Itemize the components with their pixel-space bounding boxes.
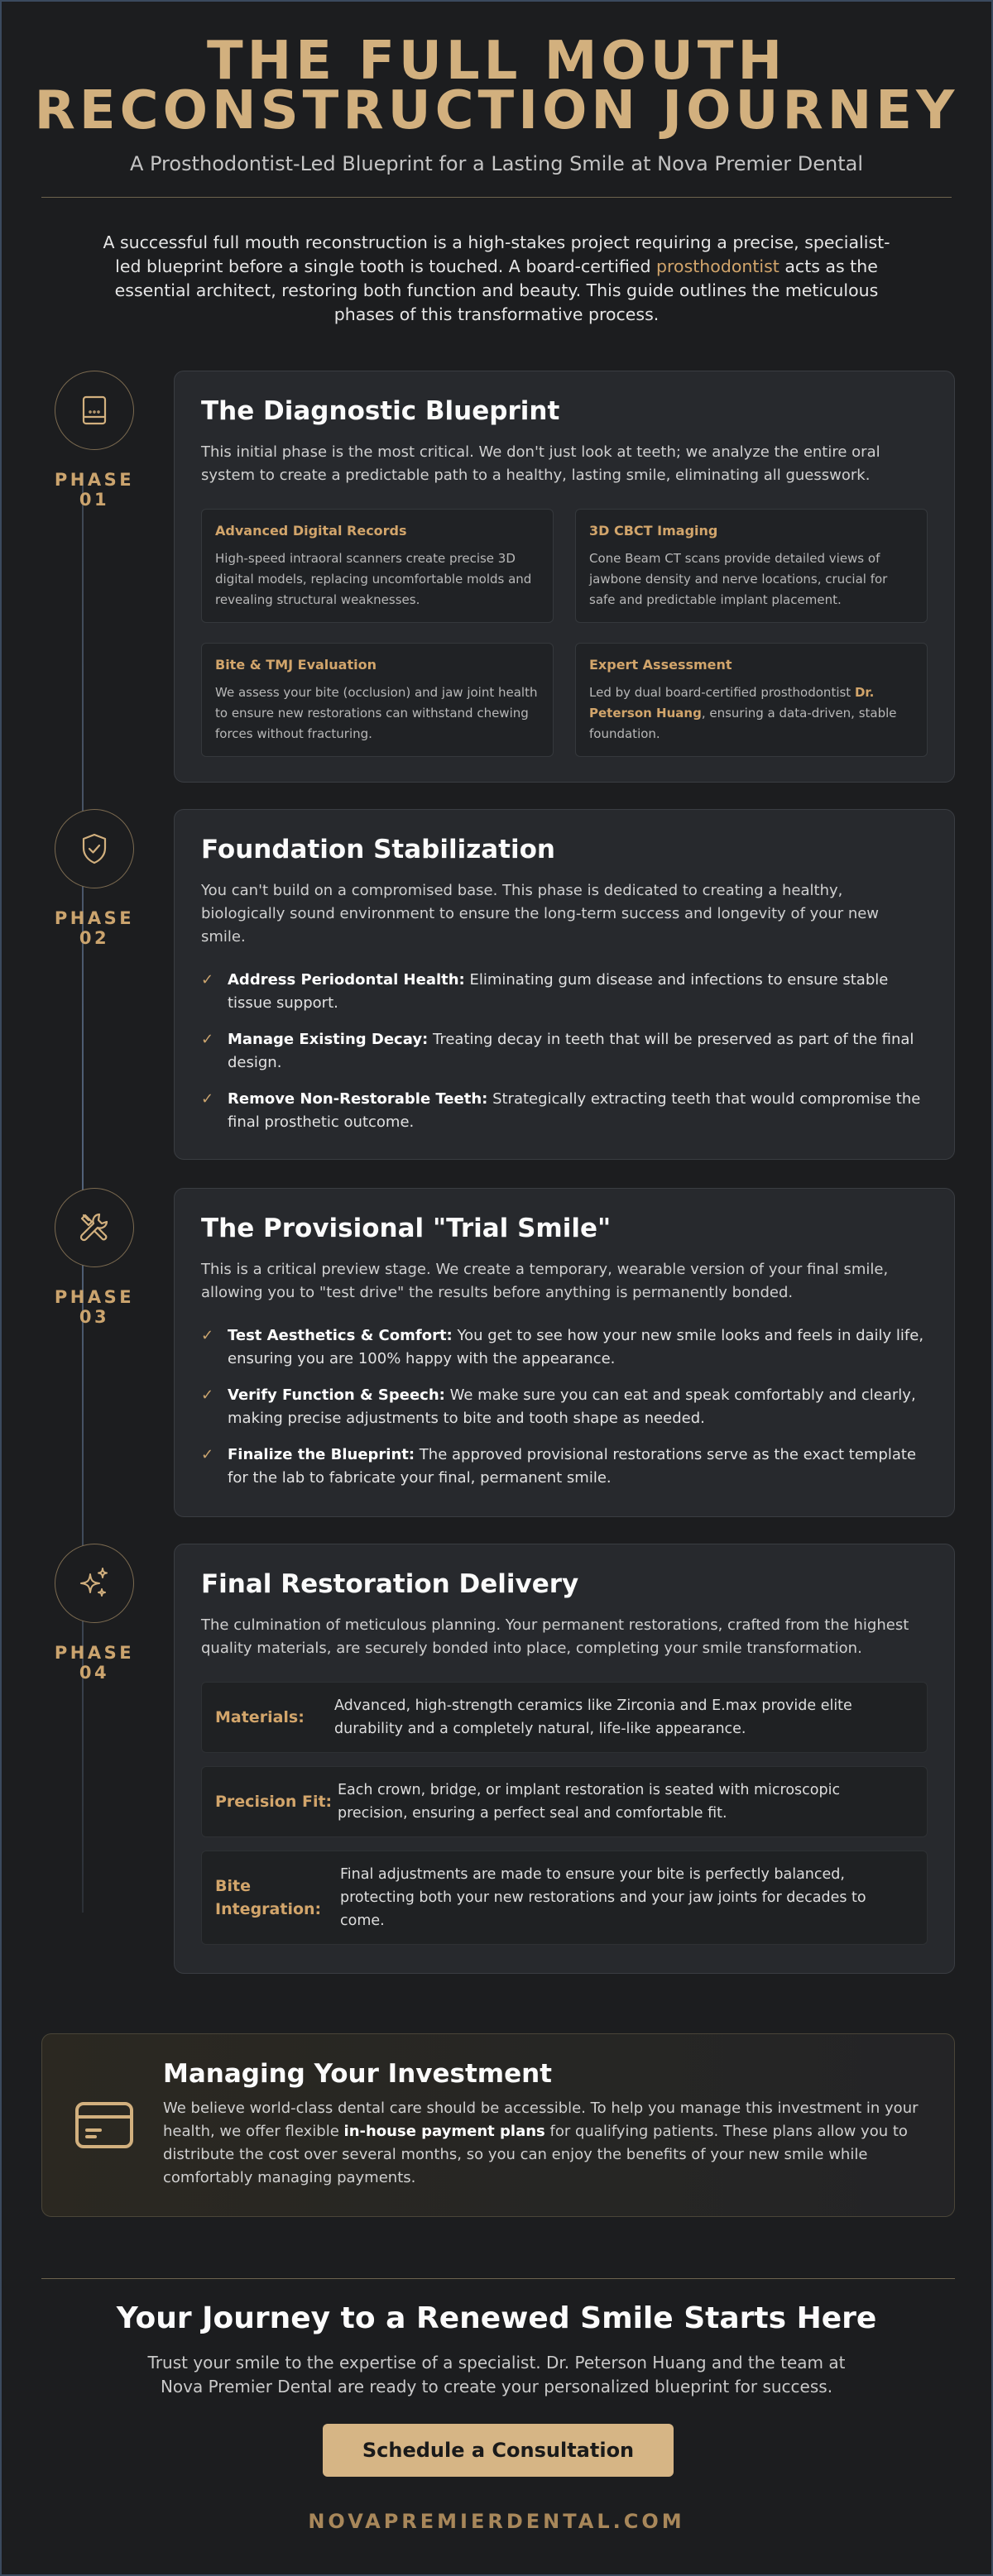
info-box: Bite & TMJ Evaluation We assess your bite (occlusion) and jaw joint health to ensure new restorations can withstand chewing forces without fracturing.: [201, 643, 554, 757]
page-title: THE FULL MOUTH RECONSTRUCTION JOURNEY: [34, 31, 959, 141]
checklist: [201, 1324, 928, 1490]
phase-card: [174, 371, 955, 783]
check-icon: ✓: [201, 1327, 214, 1344]
list-item: ✓ Verify Function & Speech: We make sure you can eat and speak comfortably and clearly, making precise adjustments to bite and tooth shape as needed.: [201, 1384, 928, 1430]
investment-text: We believe world-class dental care should be accessible. To help you manage this investment in your health, we offer flexible in-house payment plans for qualifying patients. These plans allow you to distribute the cost over several months, so you can enjoy the benefits of your new smile while comfortably managing payments.: [163, 2100, 919, 2186]
check-icon: ✓: [201, 1386, 214, 1404]
schedule-consultation-button[interactable]: Schedule a Consultation: [323, 2424, 674, 2477]
tablet-icon: [55, 371, 134, 450]
investment-title: Managing Your Investment: [163, 2059, 552, 2089]
intro-paragraph: A successful full mouth reconstruction is a high-stakes project requiring a precise, specialist-led blueprint before a single tooth is touched. A board-certified prosthodontist acts as the essential architect, restoring both function and beauty. This guide outlines the meticulous phases of this transformative process.: [103, 232, 890, 324]
detail-row: Materials: Advanced, high-strength ceramics like Zirconia and E.max provide elite durability and a completely natural, life-like appearance.: [201, 1682, 928, 1753]
phase-card: [174, 1544, 955, 1974]
phase-description: This initial phase is the most critical. We don't just look at teeth; we analyze the entire oral system to create a predictable path to a healthy, lasting smile, eliminating all guesswork.: [201, 443, 880, 484]
detail-rows: [201, 1682, 928, 1945]
phase-label: PHASE 03: [54, 1287, 135, 1327]
info-box: Expert Assessment Led by dual board-certified prosthodontist Dr. Peterson Huang, ensuring a data-driven, stable foundation.: [575, 643, 928, 757]
divider: [41, 2278, 955, 2279]
cta-title: Your Journey to a Renewed Smile Starts Here: [116, 2301, 877, 2335]
checklist: [201, 969, 928, 1134]
page-subtitle: A Prosthodontist-Led Blueprint for a Lasting Smile at Nova Premier Dental: [129, 152, 864, 175]
footer-website-link[interactable]: NOVAPREMIERDENTAL.COM: [308, 2510, 685, 2533]
phase-description: The culmination of meticulous planning. Your permanent restorations, crafted from the highest quality materials, are securely bonded into place, completing your smile transformation.: [201, 1616, 909, 1657]
info-box: Advanced Digital Records High-speed intraoral scanners create precise 3D digital models, replacing uncomfortable molds and revealing structural weaknesses.: [201, 509, 554, 623]
info-box: 3D CBCT Imaging Cone Beam CT scans provide detailed views of jawbone density and nerve locations, crucial for safe and predictable implant placement.: [575, 509, 928, 623]
check-icon: ✓: [201, 1090, 214, 1108]
shield-check-icon: [55, 809, 134, 888]
credit-card-icon: [72, 2094, 138, 2157]
list-item: ✓ Manage Existing Decay: Treating decay in teeth that will be preserved as part of the final design.: [201, 1028, 928, 1075]
cta-text: Trust your smile to the expertise of a specialist. Dr. Peterson Huang and the team at Nova Premier Dental are ready to create your personalized blueprint for success.: [147, 2353, 846, 2396]
phase-title: Foundation Stabilization: [201, 835, 555, 864]
phase-title: Final Restoration Delivery: [201, 1569, 579, 1599]
list-item: ✓ Test Aesthetics & Comfort: You get to see how your new smile looks and feels in daily life, ensuring you are 100% happy with the appearance.: [201, 1324, 928, 1371]
phase-card: [174, 1188, 955, 1517]
check-icon: ✓: [201, 1446, 214, 1463]
check-icon: ✓: [201, 971, 214, 989]
diagnostic-grid: [201, 509, 928, 757]
phase-label: PHASE 04: [54, 1643, 135, 1683]
phase-label: PHASE 02: [54, 908, 135, 948]
investment-section: [41, 2033, 955, 2217]
detail-row: Bite Integration: Final adjustments are made to ensure your bite is perfectly balanced, protecting both your new restorations and your jaw joints for decades to come.: [201, 1851, 928, 1945]
list-item: ✓ Remove Non-Restorable Teeth: Strategically extracting teeth that would compromise the final prosthetic outcome.: [201, 1088, 928, 1134]
list-item: ✓ Address Periodontal Health: Eliminating gum disease and infections to ensure stable tissue support.: [201, 969, 928, 1015]
phase-title: The Diagnostic Blueprint: [201, 396, 560, 426]
prosthodontist-link[interactable]: prosthodontist: [656, 256, 780, 276]
list-item: ✓ Finalize the Blueprint: The approved provisional restorations serve as the exact template for the lab to fabricate your final, permanent smile.: [201, 1444, 928, 1490]
phase-card: [174, 809, 955, 1160]
divider: [41, 197, 952, 198]
phase-title: The Provisional "Trial Smile": [201, 1214, 612, 1243]
sparkles-icon: [55, 1544, 134, 1623]
tools-icon: [55, 1188, 134, 1267]
phase-description: This is a critical preview stage. We create a temporary, wearable version of your final smile, allowing you to "test drive" the results before anything is permanently bonded.: [201, 1261, 889, 1301]
detail-row: Precision Fit: Each crown, bridge, or implant restoration is seated with microscopic precision, ensuring a perfect seal and comfortable fit.: [201, 1766, 928, 1837]
header: [2, 2, 991, 327]
phase-label: PHASE 01: [54, 470, 135, 510]
phase-description: You can't build on a compromised base. This phase is dedicated to creating a healthy, biologically sound environment to ensure the long-term success and longevity of your new smile.: [201, 882, 880, 946]
check-icon: ✓: [201, 1031, 214, 1048]
